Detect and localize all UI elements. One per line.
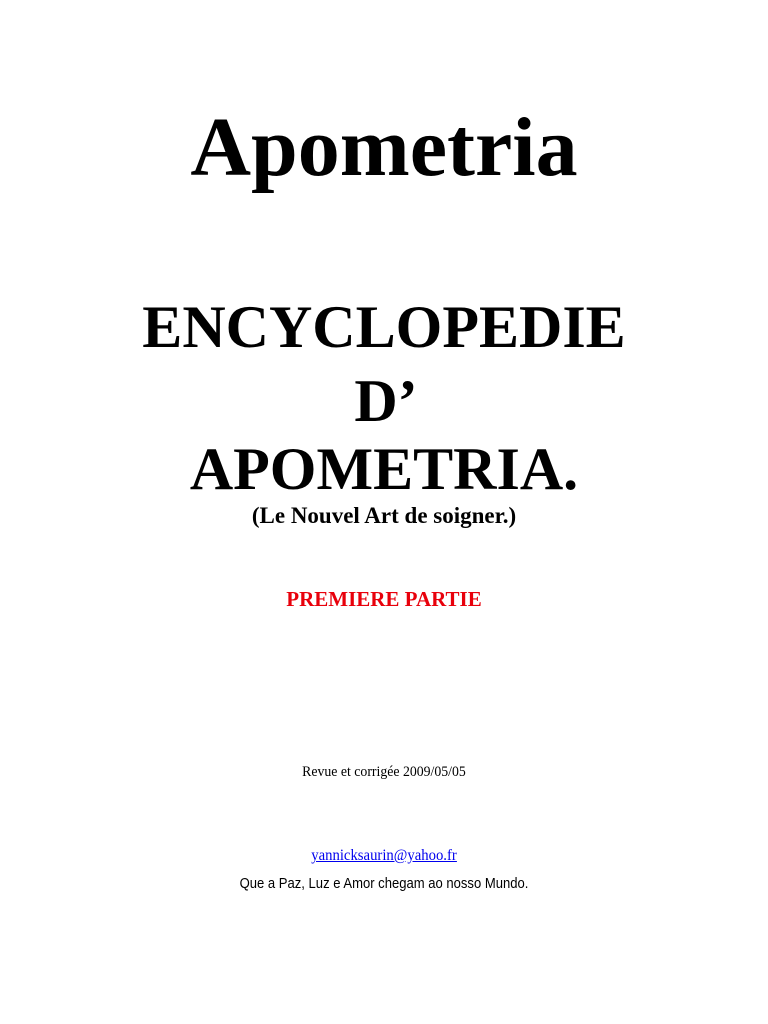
document-title: Apometria xyxy=(190,101,578,194)
heading-line-d: D’ xyxy=(354,368,418,434)
blessing-text: Que a Paz, Luz e Amor chegam ao nosso Mundo. xyxy=(239,876,529,892)
part-label: PREMIERE PARTIE xyxy=(286,587,482,611)
email-line xyxy=(31,845,738,867)
heading-line-encyclopedie: ENCYCLOPEDIE xyxy=(142,294,626,360)
revision-note: Revue et corrigée 2009/05/05 xyxy=(302,764,466,780)
heading-line-apometria: APOMETRIA. xyxy=(189,436,579,502)
email-link[interactable]: yannicksaurin@yahoo.fr xyxy=(311,847,457,864)
document-subtitle: (Le Nouvel Art de soigner.) xyxy=(251,503,517,528)
